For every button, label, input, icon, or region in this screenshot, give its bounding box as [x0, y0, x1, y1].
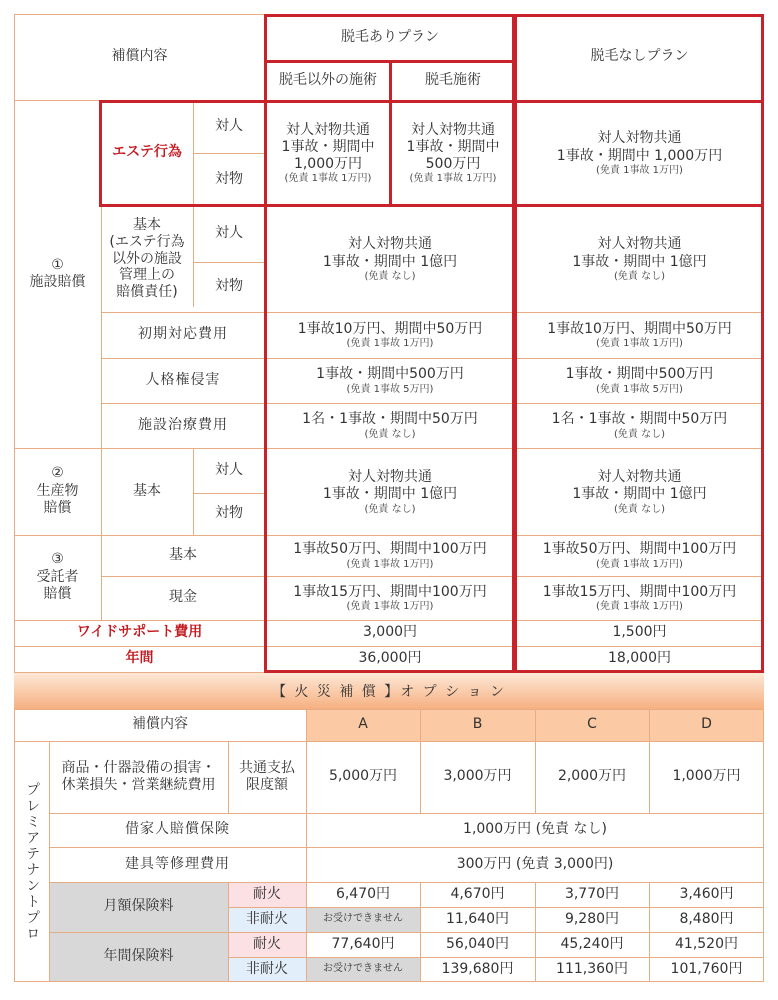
- annual-plan-a: 36,000円: [358, 650, 422, 667]
- basic-plan-b-value: 対人対物共通 1事故・期間中 1億円 (免責 なし): [572, 236, 707, 282]
- monthly-fireproof-label: 耐火: [253, 885, 281, 902]
- monthly-premium-label: 月額保険料: [103, 898, 174, 915]
- goods-damage-label: 商品・什器設備の損害・ 休業損失・営業継続費用: [61, 759, 216, 793]
- este-taibutsu: 対物: [215, 170, 243, 187]
- yearly-nonfire-a: お受けできません: [323, 963, 403, 975]
- product-plan-a-value: 対人対物共通 1事故・期間中 1億円 (免責 なし): [322, 468, 458, 515]
- plan-c-header: C: [587, 716, 597, 733]
- bailee-basic-plan-b: 1事故50万円、期間中100万円 (免責 1事故 1万円): [542, 541, 737, 570]
- initial-plan-a-value: 1事故10万円、期間中50万円 (免責 1事故 1万円): [297, 320, 483, 350]
- fire-coverage-header: 補償内容: [132, 716, 188, 733]
- product-taijin: 対人: [215, 461, 243, 478]
- goods-plan-b: 3,000万円: [443, 768, 512, 785]
- yearly-nonfire-c: 111,360円: [556, 960, 628, 977]
- sub-header-hair: 脱毛施術: [425, 72, 481, 89]
- treatment-cost-label: 施設治療費用: [138, 416, 228, 433]
- monthly-fireproof-d: 3,460円: [679, 885, 734, 902]
- plan-without-hair-removal-header: 脱毛なしプラン: [590, 48, 689, 65]
- coverage-header: 補償内容: [111, 48, 168, 65]
- yearly-fireproof-a: 77,640円: [331, 935, 395, 952]
- fixture-repair-value: 300万円 (免責 3,000円): [456, 855, 614, 872]
- personality-plan-a-value: 1事故・期間中500万円 (免責 1事故 5万円): [316, 366, 464, 395]
- wide-support-plan-b: 1,500円: [612, 624, 667, 641]
- este-hair-value: 対人対物共通 1事故・期間中 500万円 (免責 1事故 1万円): [406, 122, 500, 184]
- personality-rights-label: 人格権侵害: [145, 371, 221, 388]
- bailee-basic-label: 基本: [169, 546, 197, 563]
- este-taijin: 対人: [215, 117, 243, 134]
- yearly-fireproof-d: 41,520円: [675, 935, 738, 952]
- facility-basic-label: 基本 (エステ行為 以外の施設 管理上の 賠償責任): [109, 217, 185, 301]
- yearly-fireproof-label: 耐火: [253, 935, 281, 952]
- yearly-fireproof-b: 56,040円: [446, 935, 509, 952]
- wide-support-label: ワイドサポート費用: [76, 624, 203, 641]
- yearly-nonfire-d: 101,760円: [670, 960, 743, 977]
- bailee-basic-plan-a: 1事故50万円、期間中100万円 (免責 1事故 1万円): [293, 541, 487, 570]
- yearly-premium-label: 年間保険料: [103, 948, 174, 965]
- fire-option-banner: 【 火 災 補 償 】オ プ シ ョ ン: [14, 673, 764, 709]
- product-liability-label: ② 生産物 賠償: [36, 465, 79, 517]
- wide-support-plan-a: 3,000円: [362, 624, 418, 641]
- monthly-nonfire-label: 非耐火: [246, 910, 288, 927]
- fixture-repair-label: 建具等修理費用: [125, 855, 230, 872]
- annual-plan-b: 18,000円: [608, 650, 671, 667]
- tenant-liability-label: 借家人賠償保険: [125, 821, 230, 838]
- basic-plan-a-value: 対人対物共通 1事故・期間中 1億円 (免責 なし): [322, 236, 458, 282]
- goods-plan-a: 5,000万円: [328, 768, 398, 785]
- bailee-cash-plan-a: 1事故15万円、期間中100万円 (免責 1事故 1万円): [293, 583, 487, 613]
- treatment-plan-a-value: 1名・1事故・期間中50万円 (免責 なし): [302, 411, 478, 440]
- goods-plan-d: 1,000万円: [672, 768, 741, 785]
- product-basic-label: 基本: [133, 482, 161, 499]
- personality-plan-b-value: 1事故・期間中500万円 (免責 1事故 5万円): [565, 366, 714, 395]
- plan-d-header: D: [701, 716, 712, 733]
- basic-taijin: 対人: [215, 225, 243, 242]
- monthly-fireproof-a: 6,470円: [335, 885, 391, 902]
- bailee-liability-label: ③ 受託者 賠償: [36, 551, 79, 603]
- monthly-fireproof-c: 3,770円: [564, 885, 620, 902]
- treatment-plan-b-value: 1名・1事故・期間中50万円 (免責 なし): [551, 411, 728, 440]
- monthly-nonfire-d: 8,480円: [679, 910, 734, 927]
- tenant-liability-value: 1,000万円 (免責 なし): [463, 821, 607, 838]
- common-limit-label: 共通支払 限度額: [239, 759, 295, 793]
- initial-plan-b-value: 1事故10万円、期間中50万円 (免責 1事故 1万円): [547, 320, 732, 350]
- monthly-nonfire-a: お受けできません: [323, 913, 403, 925]
- product-plan-b-value: 対人対物共通 1事故・期間中 1億円 (免責 なし): [572, 468, 707, 515]
- premier-tenant-pro-label: プレミアテナントプロ: [24, 781, 41, 942]
- annual-label: 年間: [125, 650, 154, 667]
- yearly-fireproof-c: 45,240円: [560, 935, 624, 952]
- bailee-cash-label: 現金: [169, 589, 197, 606]
- plan-with-hair-removal-header: 脱毛ありプラン: [341, 29, 439, 46]
- plan-b-header: B: [472, 716, 483, 733]
- monthly-fireproof-b: 4,670円: [450, 885, 505, 902]
- initial-response-label: 初期対応費用: [138, 326, 228, 343]
- bailee-cash-plan-b: 1事故15万円、期間中100万円 (免責 1事故 1万円): [542, 583, 737, 613]
- sub-header-non-hair: 脱毛以外の施術: [279, 72, 377, 89]
- yearly-nonfire-label: 非耐火: [246, 960, 288, 977]
- yearly-nonfire-b: 139,680円: [441, 960, 514, 977]
- facility-liability-label: ① 施設賠償: [29, 256, 86, 290]
- este-label: エステ行為: [112, 144, 182, 161]
- este-no-hair-plan-value: 対人対物共通 1事故・期間中 1,000万円 (免責 1事故 1万円): [556, 130, 723, 176]
- este-non-hair-value: 対人対物共通 1事故・期間中 1,000万円 (免責 1事故 1万円): [281, 122, 375, 184]
- goods-plan-c: 2,000万円: [557, 768, 627, 785]
- monthly-nonfire-b: 11,640円: [446, 910, 509, 927]
- product-taibutsu: 対物: [215, 505, 243, 522]
- monthly-nonfire-c: 9,280円: [564, 910, 620, 927]
- plan-a-header: A: [358, 716, 368, 733]
- basic-taibutsu: 対物: [215, 278, 243, 295]
